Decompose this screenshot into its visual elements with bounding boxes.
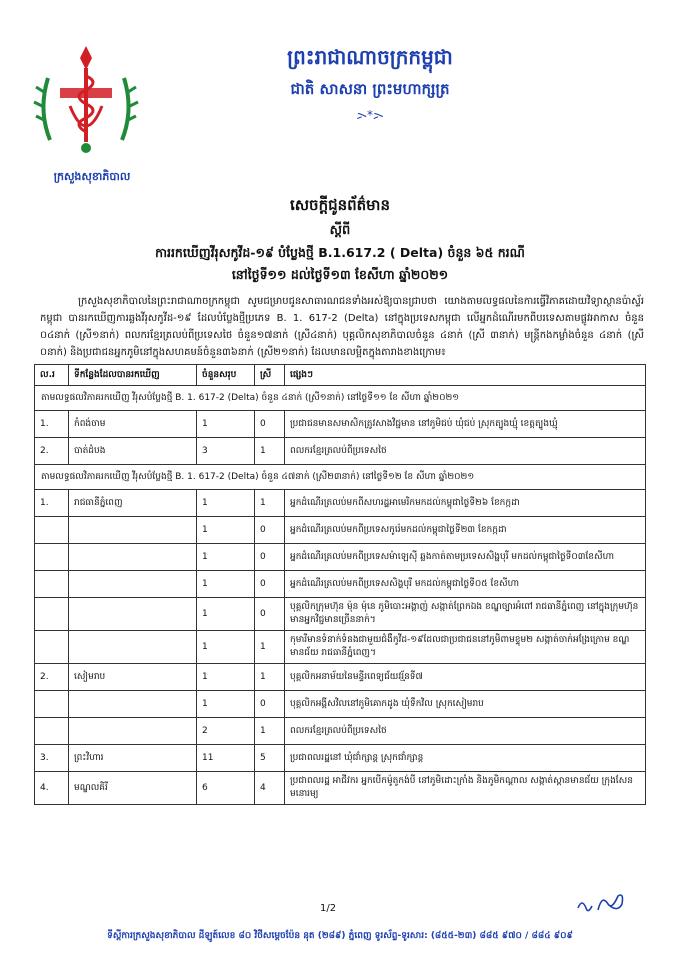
cases-table (34, 364, 646, 805)
table-body (35, 386, 646, 805)
cell-note: បុគ្គលិកក្រុមហ៊ុន ម៉ុន ម៉ុនេ ភូមិបោះអង្គាញ់ សង្កាត់ព្រែកឯង ខណ្ឌច្បារអំពៅ រាជធានីភ្នំពេញ នៅក្នុងក្រុមហ៊ុនមានអ្នកវិជ្ជមានច្រើននាក់។ (285, 598, 646, 631)
cell-no (35, 517, 69, 544)
cell-total: 1 (197, 691, 255, 718)
cell-no (35, 631, 69, 664)
cell-note: ប្រជាជនមានសមាសិកត្រូវសាងវិជ្ជមាន នៅភូមិជប់ ឃុំជប់ ស្រុកត្បូងឃ្មុំ ខេត្តត្បូងឃ្មុំ (285, 411, 646, 438)
cell-no: 1. (35, 490, 69, 517)
cell-note: ប្រជាពលរដ្ឋ អាជីវករ អ្នកបើកម៉ូតូកង់បី នៅភូមិដោះក្រាំង និងភូមិកណ្តាល សង្កាត់ស្ពានមានជ័យ ក្រុងសែនមនោរម្យ (285, 772, 646, 805)
cell-note: ប្រជាពលរដ្ឋនៅ ឃុំជាំក្សាន្ត ស្រុកជាំក្សាន្ត (285, 745, 646, 772)
cell-note: អ្នកដំណើរត្រលប់មកពីសហរដ្ឋអាមេរិកមកដល់កម្ពុជាថ្ងៃទី២៦ ខែកក្កដា (285, 490, 646, 517)
national-motto: ជាតិ សាសនា ព្រះមហាក្សត្រ (290, 80, 450, 98)
cell-no (35, 718, 69, 745)
cell-no (35, 691, 69, 718)
ornament-divider: ᯢ*ᯢ (356, 108, 384, 122)
cell-female: 1 (255, 718, 285, 745)
cell-female: 1 (255, 664, 285, 691)
cell-note: បុគ្គលិកអង្គីសវិលនៅភូមិគោកដូង ឃុំទឹកវិល ស្រុកសៀមរាប (285, 691, 646, 718)
title-date-line: នៅថ្ងៃទី១១ ដល់ថ្ងៃទី១៣ ខែសីហា ឆ្នាំ២០២១ (231, 267, 449, 282)
cell-place (69, 571, 197, 598)
cell-no: 3. (35, 745, 69, 772)
cell-no (35, 598, 69, 631)
table-row (35, 631, 646, 664)
cell-place: បាត់ដំបង (69, 438, 197, 465)
cell-total: 1 (197, 631, 255, 664)
page-number: 1/2 (320, 903, 337, 914)
cell-note: អ្នកដំណើរត្រលប់មកពីប្រទេសកូរ៉េមកដល់កម្ពុជាថ្ងៃទី២៣ ខែកក្កដា (285, 517, 646, 544)
cell-total: 3 (197, 438, 255, 465)
table-header-row (35, 365, 646, 386)
cell-note: ពលករខ្មែរត្រលប់ពីប្រទេសថៃ (285, 718, 646, 745)
cell-place: រាជធានីភ្នំពេញ (69, 490, 197, 517)
title-line-1: សេចក្តីជូនព័ត៌មាន (290, 196, 390, 214)
cell-place (69, 691, 197, 718)
table-row (35, 745, 646, 772)
cell-no: 1. (35, 411, 69, 438)
cell-place: កំពង់ចាម (69, 411, 197, 438)
cell-note: បុគ្គលិកអនាម័យនៃមន្ទីរពេទ្យជ័យវរ្ម័នទី៧ (285, 664, 646, 691)
cell-note: កុមារីមានទំនាក់ទំនងជាមួយជំងឺកូវីដ-១៩ដែលជាប្រជាជននៅភូមិពាមខ្ទុម២ សង្កាត់ចាក់អង្រែក្រោម ខណ្ឌមានជ័យ រាជធានីភ្នំពេញ។ (285, 631, 646, 664)
ministry-logo-icon (30, 40, 142, 160)
cell-female: 0 (255, 411, 285, 438)
table-section-row (35, 465, 646, 490)
cell-total: 2 (197, 718, 255, 745)
cell-total: 1 (197, 571, 255, 598)
title-line-3: ការរកឃើញវីរុសកូវីដ-១៩ បំប្លែងថ្មី B.1.617.2 ( Delta) ចំនួន ៦៥ ករណី (155, 245, 525, 260)
table-row (35, 571, 646, 598)
cell-place (69, 598, 197, 631)
cell-female: 0 (255, 571, 285, 598)
cell-place (69, 631, 197, 664)
cell-place (69, 718, 197, 745)
intro-paragraph: ក្រសួងសុខាភិបាលនៃព្រះរាជាណាចក្រកម្ពុជា សូមជម្រាបជូនសាធារណជនទាំងអស់ឱ្យបានជ្រាបថា យោងតាមលទ្ធផលនៃការធ្វើវិភាគដោយវិទ្យាស្ថានប៉ាស្ទ័រកម្ពុជា បានរកឃើញការឆ្លងវីរុសកូវីដ-១៩ ដែលបំប្លែងថ្មីប្រភេទ B. 1. 617-2 (Delta) នៅក្នុងប្រទេសកម្ពុជា លើអ្នកដំណើរមកពីបរទេសតាមផ្លូវអាកាស ចំនួន ០៤នាក់ (ស្រី១នាក់) ពលករខ្មែរត្រលប់ពីប្រទេសថៃ ចំនួន១៧នាក់ (ស្រី៤នាក់) បុគ្គលិកសុខាភិបាលចំនួន ៤នាក់ (ស្រី ៣នាក់) មន្ត្រីកងកម្លាំងចំនួន ៤នាក់ (ស្រី ០នាក់) និងប្រជាជនអ្នកភូមិនៅក្នុងសហគមន៍ចំនួន៣៦នាក់ (ស្រី២១នាក់) ដែលមានលម្អិតក្នុងតារាងខាងក្រោម៖ (40, 296, 644, 358)
footer-address: ទីស្តីការក្រសួងសុខាភិបាល ដីឡូត៍លេខ ៨០ វិថីសម្តេចប៉ែន នុត (២៨៩) ភ្នំពេញ ទូរស័ព្ទ-ទូរសារ: (៨៥៥-២៣) ៨៨៥ ៩៧០ / ៨៨៤ ៩០៩ (107, 931, 573, 941)
table-row (35, 411, 646, 438)
cell-female: 1 (255, 490, 285, 517)
cell-total: 6 (197, 772, 255, 805)
initial-signature-icon (572, 890, 632, 918)
cell-total: 1 (197, 411, 255, 438)
kingdom-title: ព្រះរាជាណាចក្រកម្ពុជា (287, 45, 453, 69)
cell-total: 1 (197, 664, 255, 691)
cell-place: សៀមរាប (69, 664, 197, 691)
cell-place: ព្រះវិហារ (69, 745, 197, 772)
cell-no (35, 544, 69, 571)
cell-no: 2. (35, 664, 69, 691)
ministry-name: ក្រសួងសុខាភិបាល (53, 170, 131, 183)
table-row (35, 438, 646, 465)
section-heading: តាមលទ្ធផលវិភាគរកឃើញ វីរុសបំប្លែងថ្មី B. 1. 617-2 (Delta) ចំនួន ៤៧នាក់ (ស្រី២៣នាក់) នៅថ្ងៃទី១២ ខែ សីហា ឆ្នាំ២០២១ (35, 465, 646, 490)
cell-total: 1 (197, 517, 255, 544)
col-header-place: ទីកន្លែងដែលបានរកឃើញ (69, 365, 197, 386)
cell-female: 0 (255, 691, 285, 718)
cell-note: អ្នកដំណើរត្រលប់មកពីប្រទេសសិង្ហបុរី មកដល់កម្ពុជាថ្ងៃទី០៥ ខែសីហា (285, 571, 646, 598)
cell-place: មណ្ឌលគិរី (69, 772, 197, 805)
cell-female: 0 (255, 544, 285, 571)
table-row (35, 691, 646, 718)
cell-total: 11 (197, 745, 255, 772)
cell-note: អ្នកដំណើរត្រលប់មកពីប្រទេសម៉ាឡេស៊ី ឆ្លងកាត់តាមប្រទេសសិង្ហបុរី មកដល់កម្ពុជាថ្ងៃទី០៣ខែសីហា (285, 544, 646, 571)
cell-place (69, 544, 197, 571)
cell-female: 0 (255, 517, 285, 544)
section-heading: តាមលទ្ធផលវិភាគរកឃើញ វីរុសបំប្លែងថ្មី B. 1. 617-2 (Delta) ចំនួន ៤នាក់ (ស្រី១នាក់) នៅថ្ងៃទី១១ ខែ សីហា ឆ្នាំ២០២១ (35, 386, 646, 411)
table-row (35, 664, 646, 691)
kingdom-header (150, 44, 590, 123)
title-line-2: ស្តីពី (329, 223, 351, 238)
table-row (35, 517, 646, 544)
cell-place (69, 517, 197, 544)
cell-female: 0 (255, 598, 285, 631)
col-header-total: ចំនួនសរុប (197, 365, 255, 386)
col-header-no: ល.រ (35, 365, 69, 386)
table-section-row (35, 386, 646, 411)
announcement-title (40, 196, 640, 286)
cell-note: ពលករខ្មែរត្រលប់ពីប្រទេសថៃ (285, 438, 646, 465)
col-header-note: ផ្សេងៗ (285, 365, 646, 386)
cell-total: 1 (197, 544, 255, 571)
cell-total: 1 (197, 490, 255, 517)
table-row (35, 490, 646, 517)
cell-female: 5 (255, 745, 285, 772)
table-row (35, 598, 646, 631)
cell-female: 4 (255, 772, 285, 805)
cell-no: 2. (35, 438, 69, 465)
cell-no (35, 571, 69, 598)
cell-female: 1 (255, 631, 285, 664)
table-row (35, 772, 646, 805)
table-row (35, 718, 646, 745)
cell-no: 4. (35, 772, 69, 805)
col-header-female: ស្រី (255, 365, 285, 386)
cell-female: 1 (255, 438, 285, 465)
table-row (35, 544, 646, 571)
cell-total: 1 (197, 598, 255, 631)
